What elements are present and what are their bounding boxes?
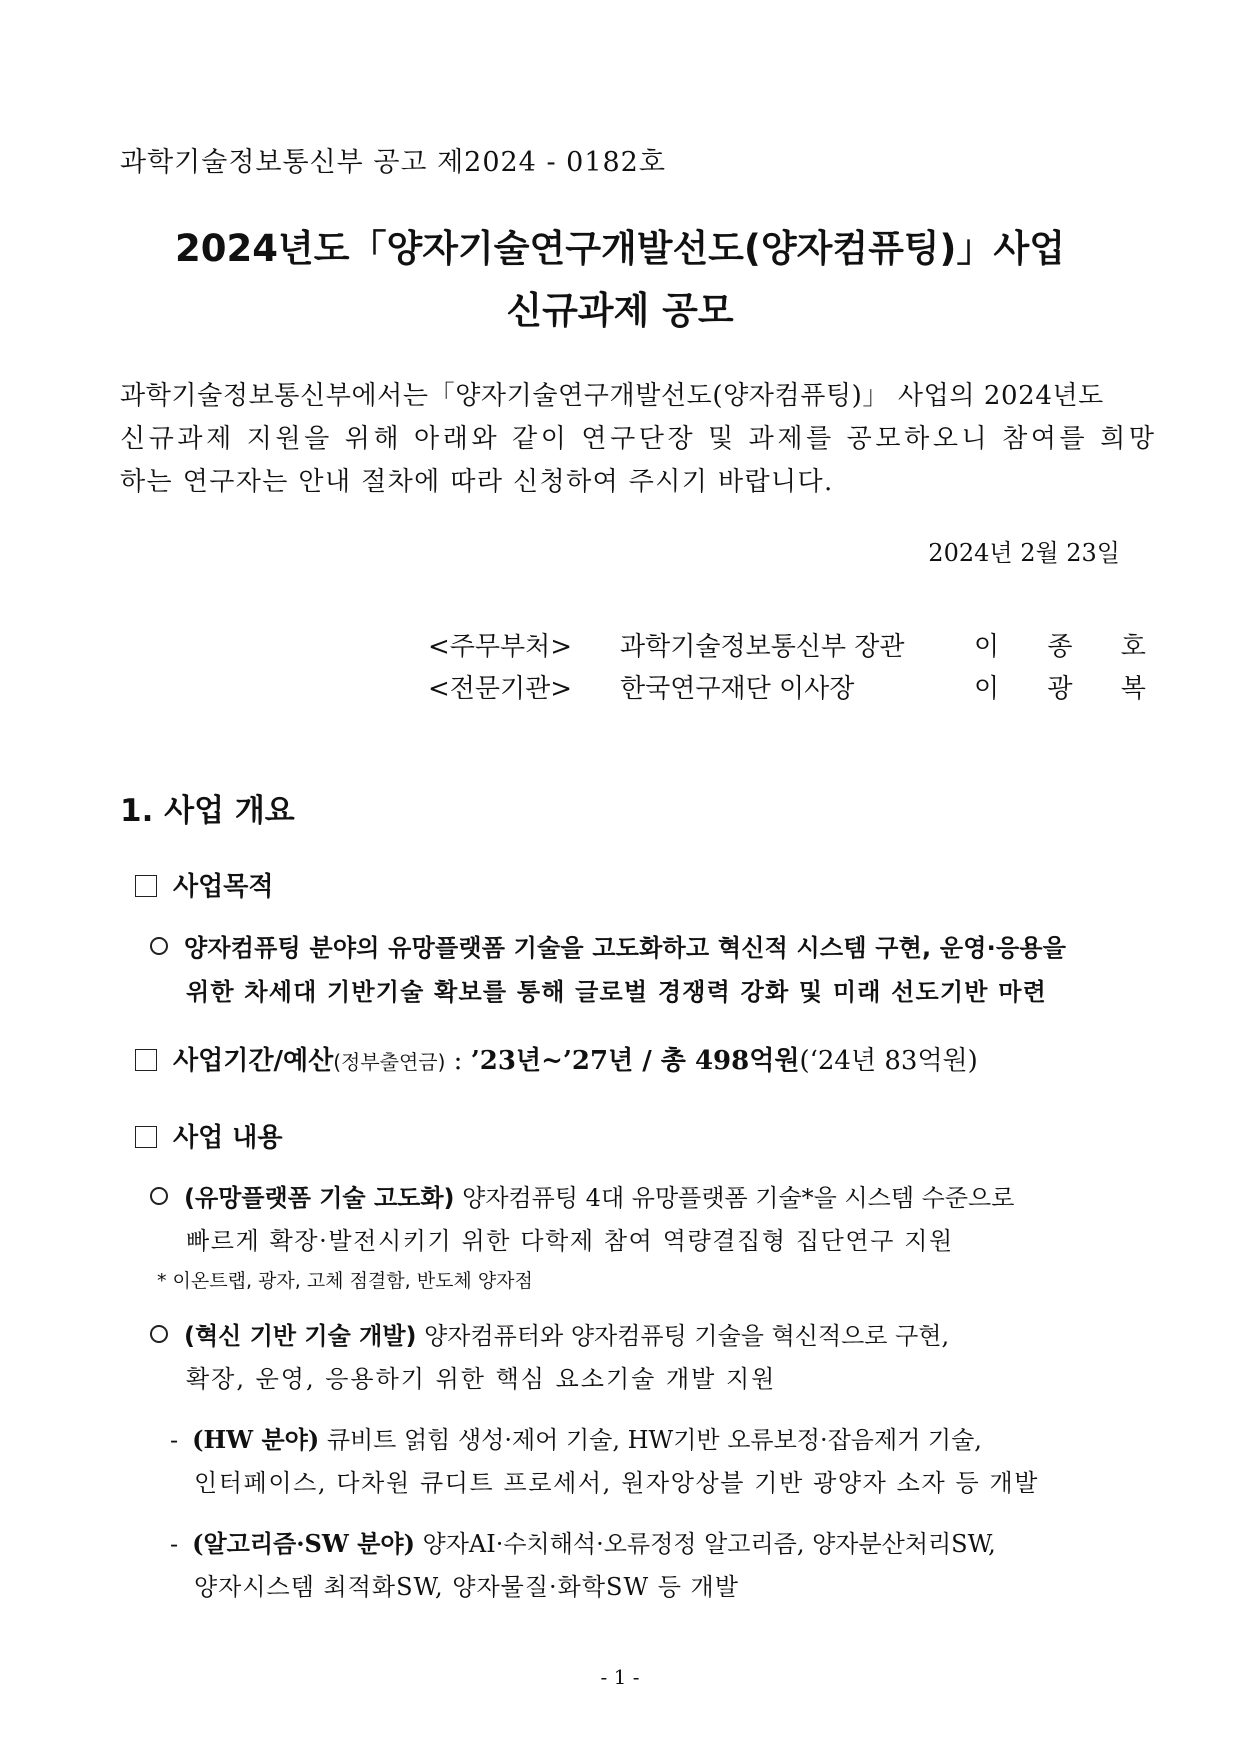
tech-line-2: 빠르게 확장·발전시키기 위한 다학제 참여 역량결집형 집단연구 지원: [186, 1227, 954, 1255]
innovation-line-1-text: 양자컴퓨터와 양자컴퓨팅 기술을 혁신적으로 구현,: [416, 1322, 950, 1350]
circle-bullet-icon: [150, 1325, 168, 1343]
period-value: ’23년~’27년 / 총 498억원: [470, 1046, 800, 1076]
period-budget-heading: [135, 1040, 978, 1077]
tech-line-1: [150, 1178, 1014, 1213]
circle-bullet-icon: [150, 1187, 168, 1205]
intro-line-1: 과학기술정보통신부에서는「양자기술연구개발선도(양자컴퓨팅)」 사업의 2024년도: [120, 381, 1104, 411]
period-separator: :: [445, 1046, 471, 1076]
checkbox-square-icon: [135, 875, 157, 897]
purpose-line-1-text: 양자컴퓨팅 분야의 유망플랫폼 기술을 고도화하고 혁신적 시스템 구현, 운영·응용을: [184, 934, 1067, 962]
purpose-heading: [135, 866, 273, 903]
notice-date: 2024년 2월 23일: [928, 539, 1120, 567]
notice-number: 과학기술정보통신부 공고 제2024 - 0182호: [120, 147, 666, 178]
signatory-name: 이 종 호: [974, 632, 1166, 662]
signatory-row: [0, 626, 1240, 666]
signatory-name: 이 광 복: [974, 674, 1166, 704]
hw-line-1: [170, 1420, 982, 1455]
dash-bullet-icon: -: [170, 1530, 179, 1558]
period-heading-label: 사업기간/예산: [173, 1046, 334, 1076]
purpose-heading-label: 사업목적: [173, 872, 274, 902]
document-title-line-1: 2024년도「양자기술연구개발선도(양자컴퓨팅)」사업: [175, 227, 1065, 270]
document-title-line-2: 신규과제 공모: [506, 289, 734, 332]
content-heading: [135, 1117, 283, 1154]
hw-line-2: 인터페이스, 다차원 큐디트 프로세서, 원자앙상블 기반 광양자 소자 등 개발: [194, 1469, 1040, 1497]
tech-footnote: * 이온트랩, 광자, 고체 점결함, 반도체 양자점: [157, 1270, 533, 1292]
tech-line-1-text: 양자컴퓨팅 4대 유망플랫폼 기술*을 시스템 수준으로: [454, 1184, 1015, 1212]
purpose-line-1: [150, 928, 1066, 963]
hw-line-1-text: 큐비트 얽힘 생성·제어 기술, HW기반 오류보정·잡음제거 기술,: [319, 1426, 982, 1454]
signatory-row: [0, 668, 1240, 708]
period-heading-note: (정부출연금): [333, 1050, 446, 1074]
intro-line-2: 신규과제 지원을 위해 아래와 같이 연구단장 및 과제를 공모하오니 참여를 희망: [120, 424, 1158, 454]
content-heading-label: 사업 내용: [173, 1123, 283, 1153]
signatory-org: <주무부처>: [428, 632, 573, 662]
algorithm-line-1: [170, 1524, 996, 1559]
circle-bullet-icon: [150, 937, 168, 955]
intro-line-3: 하는 연구자는 안내 절차에 따라 신청하여 주시기 바랍니다.: [120, 467, 834, 497]
section-heading: 1. 사업 개요: [120, 793, 295, 829]
innovation-label: (혁신 기반 기술 개발): [184, 1322, 417, 1350]
dash-bullet-icon: -: [170, 1426, 179, 1454]
algorithm-line-1-text: 양자AI·수치해석·오류정정 알고리즘, 양자분산처리SW,: [414, 1530, 996, 1558]
hw-label: (HW 분야): [192, 1425, 320, 1454]
period-sub: (‘24년 83억원): [799, 1046, 978, 1076]
algorithm-line-2: 양자시스템 최적화SW, 양자물질·화학SW 등 개발: [194, 1573, 739, 1601]
signatory-org: <전문기관>: [428, 674, 573, 704]
page-number: - 1 -: [600, 1665, 640, 1689]
signatory-title: 한국연구재단 이사장: [620, 674, 855, 704]
checkbox-square-icon: [135, 1126, 157, 1148]
innovation-line-1: [150, 1316, 949, 1351]
purpose-line-2: 위한 차세대 기반기술 확보를 통해 글로벌 경쟁력 강화 및 미래 선도기반 마련: [186, 978, 1048, 1006]
tech-label: (유망플랫폼 기술 고도화): [184, 1184, 455, 1212]
checkbox-square-icon: [135, 1049, 157, 1071]
signatory-title: 과학기술정보통신부 장관: [620, 632, 905, 662]
innovation-line-2: 확장, 운영, 응용하기 위한 핵심 요소기술 개발 지원: [186, 1365, 777, 1393]
algorithm-label: (알고리즘·SW 분야): [192, 1529, 415, 1558]
